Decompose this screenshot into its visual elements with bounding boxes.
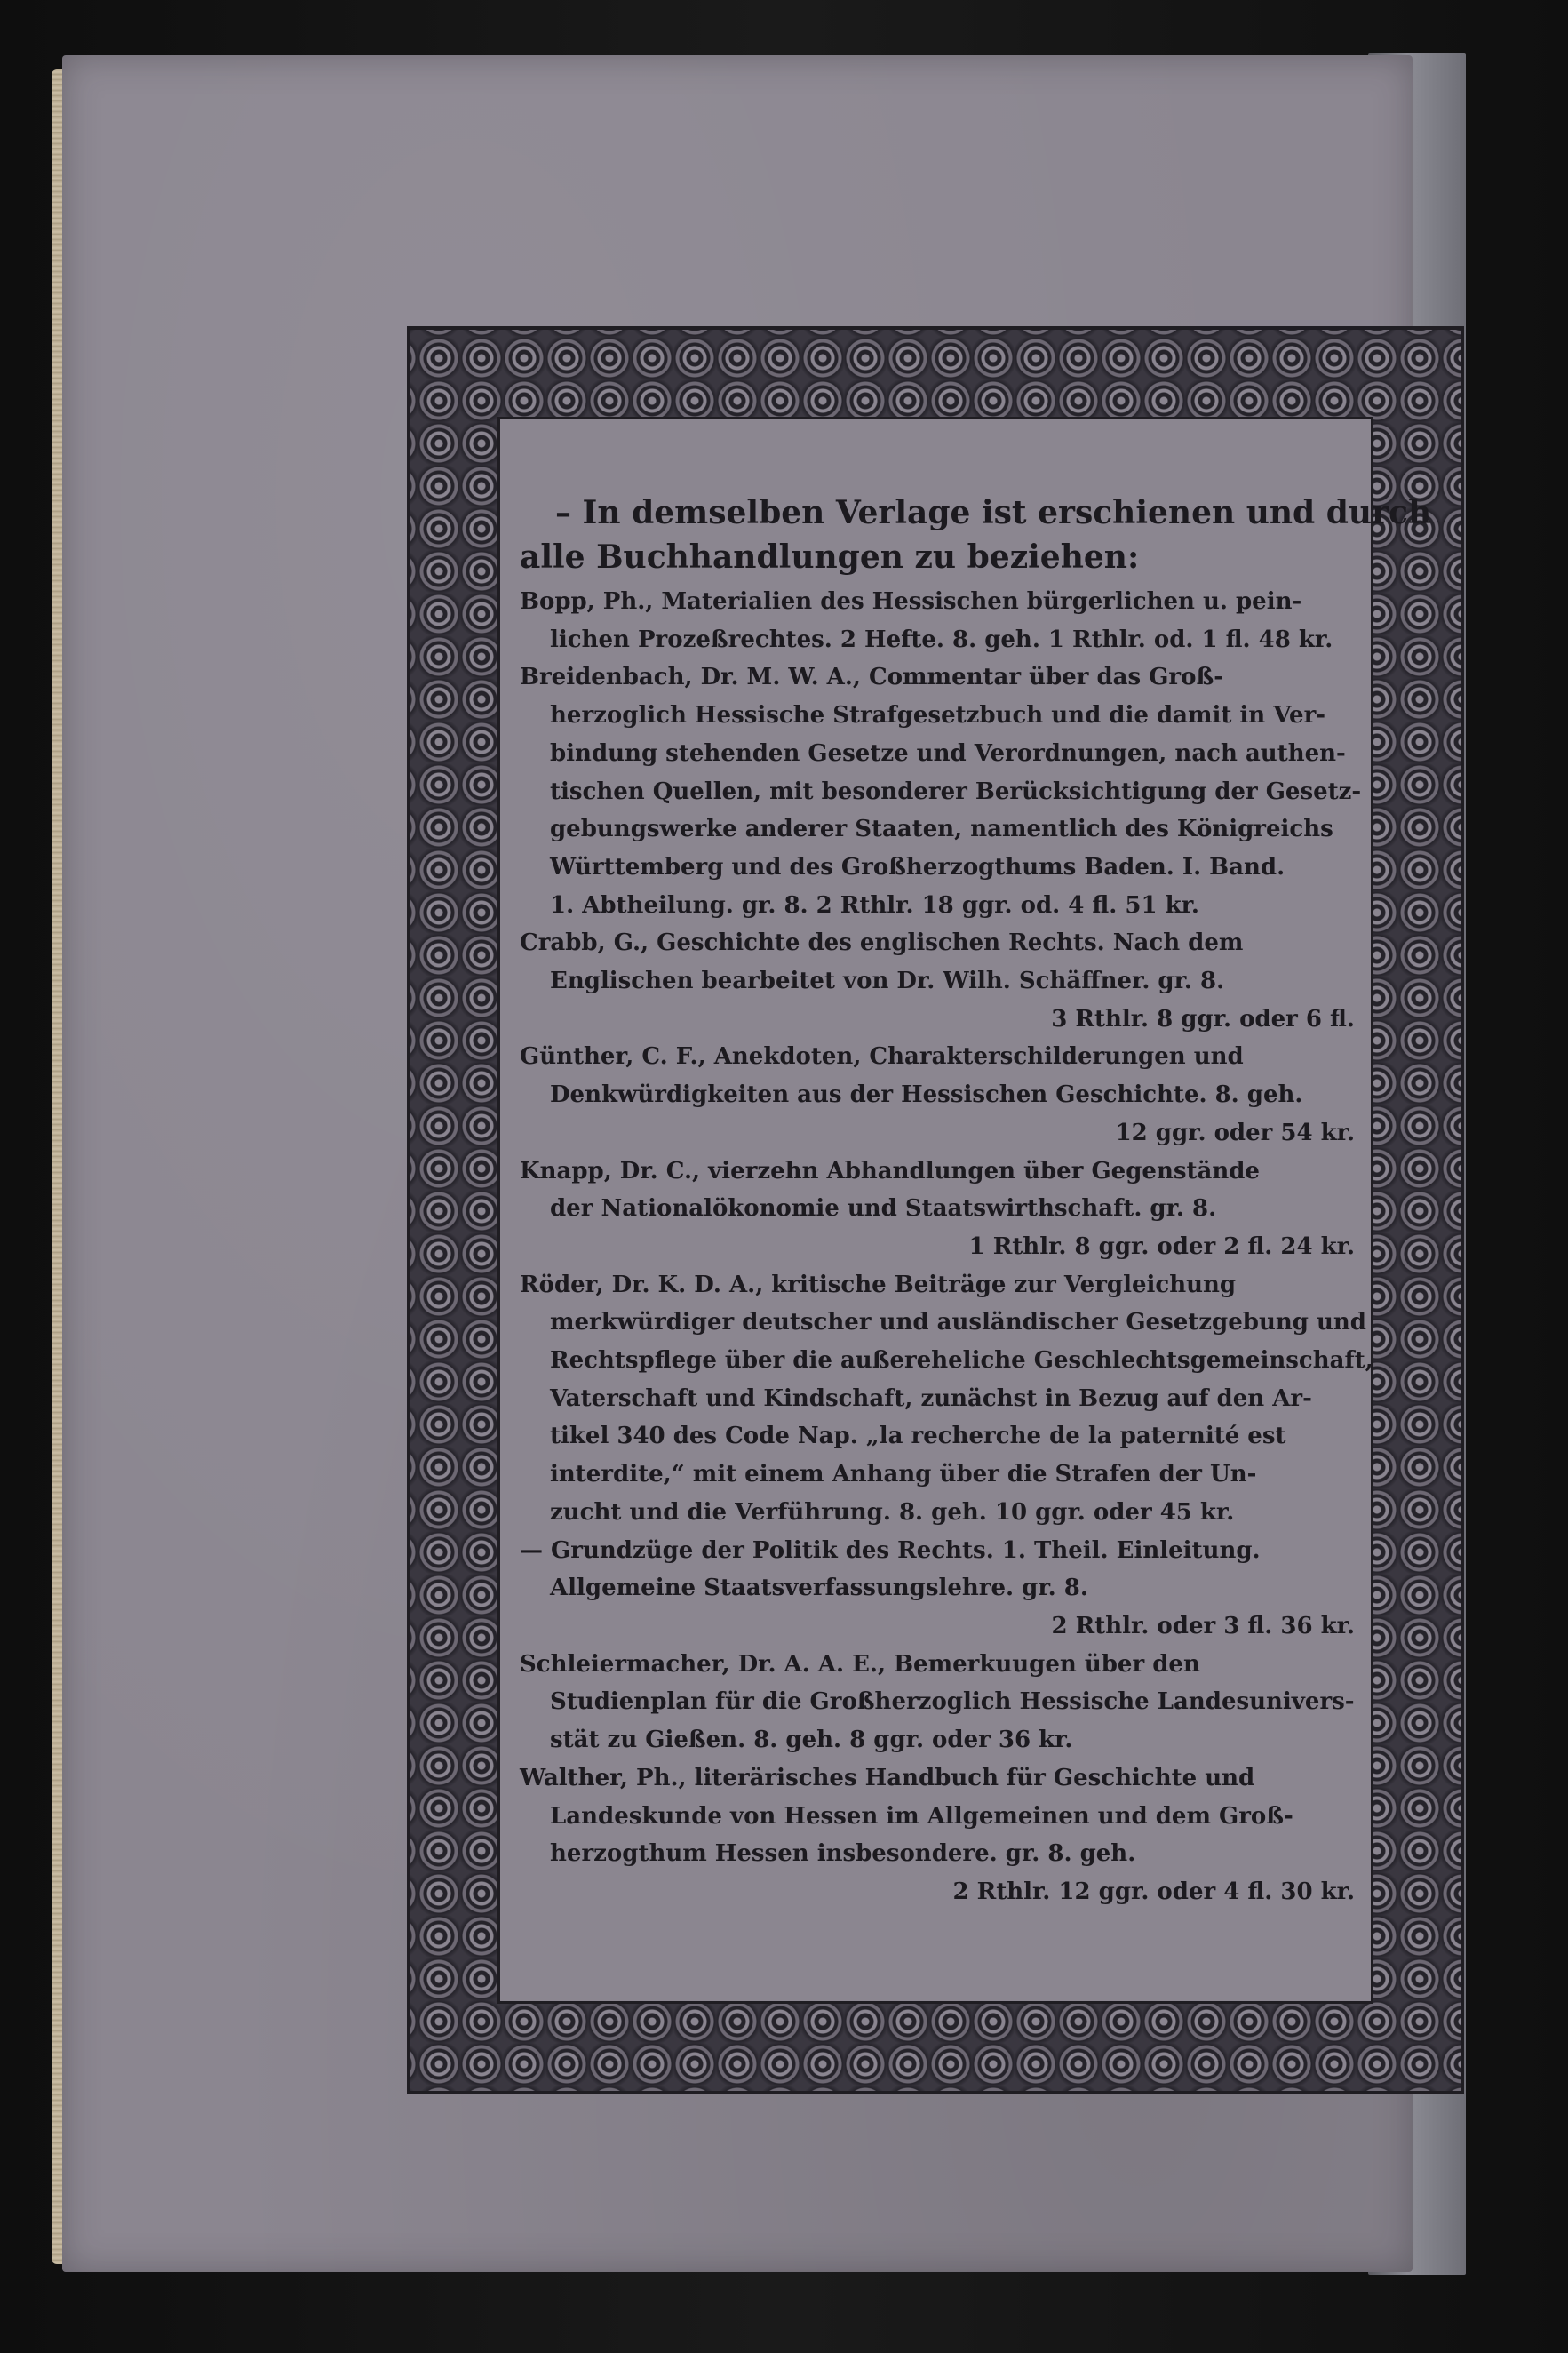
- entry-crabb-line-2: Englischen bearbeitet von Dr. Wilh. Schäffner. gr. 8.: [550, 968, 1225, 995]
- entry-roeder-line-4: Vaterschaft und Kindschaft, zunächst in Bezug auf den Ar-: [550, 1384, 1312, 1412]
- entry-breidenbach-line-2: herzoglich Hessische Strafgesetzbuch und die damit in Ver-: [550, 702, 1326, 730]
- entry-roeder-line-5: tikel 340 des Code Nap. „la recherche de la paternité est: [550, 1423, 1286, 1450]
- entry-roeder-politik-line-2: Allgemeine Staatsverfassungslehre. gr. 8.: [550, 1575, 1088, 1602]
- entry-guenther-line-2: Denkwürdigkeiten aus der Hessischen Geschichte. 8. geh.: [550, 1081, 1303, 1109]
- entry-guenther-line-1: Günther, C. F., Anekdoten, Charakterschilderungen und: [520, 1043, 1244, 1071]
- entry-schleiermacher-line-2: Studienplan für die Großherzoglich Hessische Landesunivers-: [550, 1688, 1355, 1716]
- entry-guenther-price: 12 ggr. oder 54 kr.: [1115, 1119, 1355, 1146]
- entry-roeder-politik-price: 2 Rthlr. oder 3 fl. 36 kr.: [1051, 1612, 1355, 1639]
- entry-roeder-politik-line-1: — Grundzüge der Politik des Rechts. 1. Theil. Einleitung.: [520, 1536, 1261, 1564]
- entry-knapp-line-1: Knapp, Dr. C., vierzehn Abhandlungen über Gegenstände: [520, 1157, 1260, 1184]
- entry-crabb-price: 3 Rthlr. 8 ggr. oder 6 fl.: [1051, 1005, 1355, 1033]
- heading-line-1: – In demselben Verlage ist erschienen und durch: [555, 494, 1432, 531]
- heading-line-2: alle Buchhandlungen zu beziehen:: [520, 538, 1140, 576]
- entry-schleiermacher-line-1: Schleiermacher, Dr. A. A. E., Bemerkuugen über den: [520, 1650, 1200, 1678]
- entry-breidenbach-line-1: Breidenbach, Dr. M. W. A., Commentar über das Groß-: [520, 664, 1223, 691]
- entry-walther-line-3: herzogthum Hessen insbesondere. gr. 8. geh.: [550, 1840, 1136, 1868]
- entry-walther-line-1: Walther, Ph., literärisches Handbuch für Geschichte und: [520, 1764, 1255, 1791]
- entry-schleiermacher-line-3: stät zu Gießen. 8. geh. 8 ggr. oder 36 kr.: [550, 1727, 1073, 1754]
- entry-knapp-price: 1 Rthlr. 8 ggr. oder 2 fl. 24 kr.: [968, 1232, 1355, 1260]
- entry-breidenbach-line-4: tischen Quellen, mit besonderer Berücksichtigung der Gesetz-: [550, 778, 1362, 805]
- advertisement-text: [520, 491, 1432, 1911]
- entry-roeder-line-6: interdite,“ mit einem Anhang über die Strafen der Un-: [550, 1461, 1257, 1488]
- entry-walther-price: 2 Rthlr. 12 ggr. oder 4 fl. 30 kr.: [952, 1878, 1355, 1905]
- advertisement-panel: [497, 417, 1432, 2004]
- entry-roeder-line-1: Röder, Dr. K. D. A., kritische Beiträge zur Vergleichung: [520, 1271, 1237, 1298]
- book-cover: [62, 55, 1432, 2272]
- entry-roeder-line-7: zucht und die Verführung. 8. geh. 10 ggr. oder 45 kr.: [550, 1498, 1235, 1526]
- advertisement-heading: [520, 491, 1432, 579]
- entry-roeder-line-3: Rechtspflege über die außereheliche Geschlechtsgemeinschaft,: [550, 1347, 1373, 1375]
- entry-crabb-line-1: Crabb, G., Geschichte des englischen Rechts. Nach dem: [520, 929, 1244, 957]
- entry-roeder-line-2: merkwürdiger deutscher und ausländischer Gesetzgebung und: [550, 1309, 1366, 1336]
- entry-breidenbach-line-7: 1. Abtheilung. gr. 8. 2 Rthlr. 18 ggr. od. 4 fl. 51 kr.: [550, 891, 1199, 919]
- entry-breidenbach-line-5: gebungswerke anderer Staaten, namentlich des Königreichs: [550, 816, 1333, 843]
- entry-bopp-line-1: Bopp, Ph., Materialien des Hessischen bürgerlichen u. pein-: [520, 588, 1302, 615]
- entry-bopp-line-2: lichen Prozeßrechtes. 2 Hefte. 8. geh. 1 Rthlr. od. 1 fl. 48 kr.: [550, 626, 1333, 653]
- entry-breidenbach-line-3: bindung stehenden Gesetze und Verordnungen, nach authen-: [550, 739, 1346, 767]
- entry-breidenbach-line-6: Württemberg und des Großherzogthums Baden. I. Band.: [550, 853, 1285, 881]
- entry-walther-line-2: Landeskunde von Hessen im Allgemeinen und dem Groß-: [550, 1802, 1293, 1830]
- ornamental-border-frame: [407, 326, 1464, 2094]
- entry-knapp-line-2: der Nationalökonomie und Staatswirthschaft. gr. 8.: [550, 1195, 1217, 1223]
